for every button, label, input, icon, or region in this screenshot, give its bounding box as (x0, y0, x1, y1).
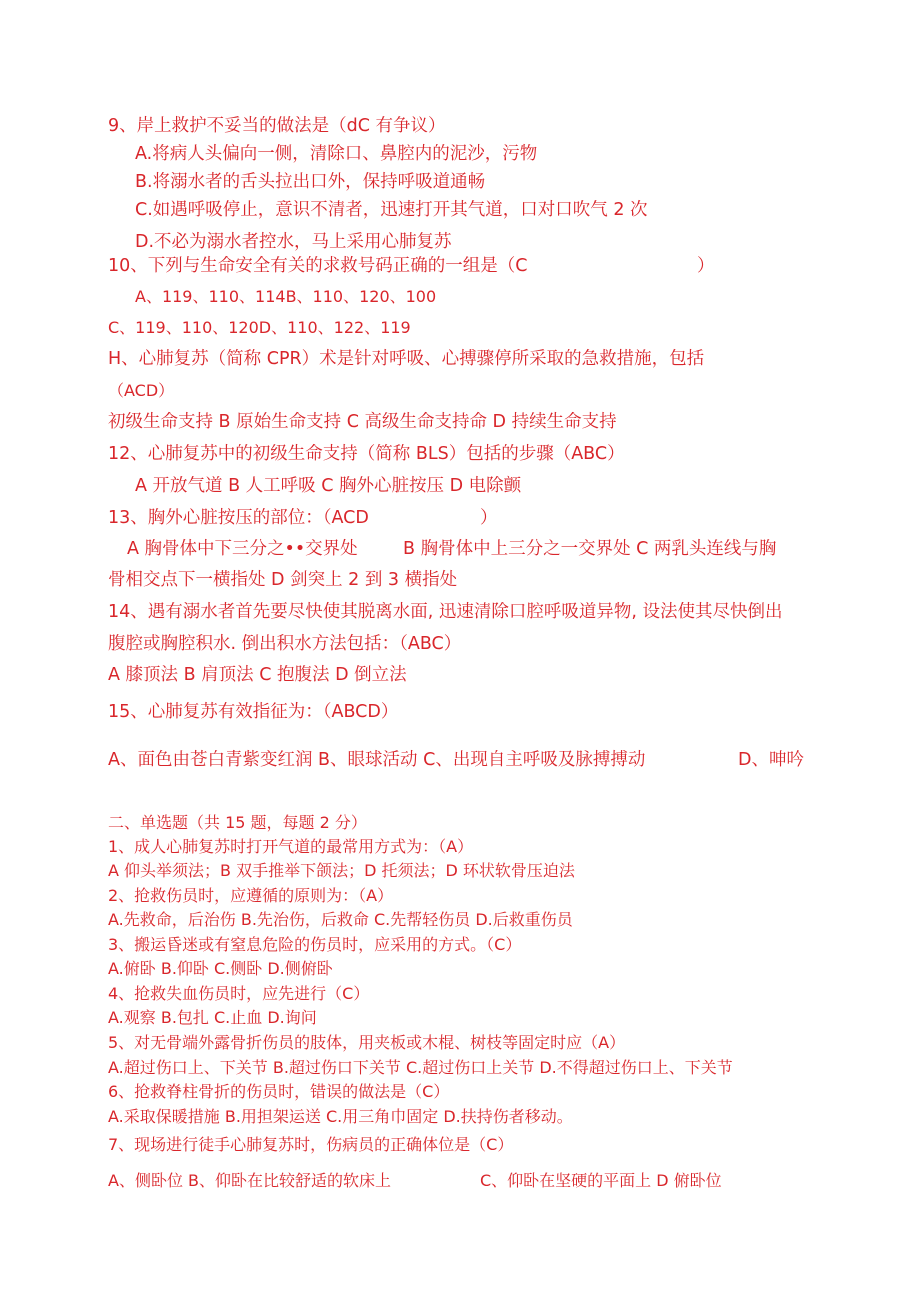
option-line: D、呻吟 (738, 750, 804, 770)
question-10: 10、下列与生命安全有关的求救号码正确的一组是（C (108, 256, 528, 276)
bracket-close: ） (697, 256, 715, 276)
question-11: H、心肺复苏（简称 CPR）术是针对呼吸、心搏骤停所采取的急救措施，包括 (108, 349, 705, 369)
option-line: B 胸骨体中上三分之一交界处 C 两乳头连线与胸 (403, 539, 777, 559)
question-line: 2、抢救伤员时，应遵循的原则为：（A） (108, 886, 394, 905)
bracket-close: ） (480, 508, 498, 528)
question-line: 3、搬运昏迷或有窒息危险的伤员时，应采用的方式。（C） (108, 935, 522, 954)
option-line: C、仰卧在坚硬的平面上 D 俯卧位 (480, 1171, 722, 1190)
option-line: D.不必为溺水者控水，马上采用心肺复苏 (135, 232, 452, 252)
option-line: A.俯卧 B.仰卧 C.侧卧 D.侧俯卧 (108, 959, 333, 978)
option-line: A、侧卧位 B、仰卧在比较舒适的软床上 (108, 1171, 392, 1190)
option-line: C.如遇呼吸停止，意识不清者，迅速打开其气道，口对口吹气 2 次 (135, 200, 648, 220)
option-line: A、119、110、114B、110、120、100 (135, 287, 437, 306)
question-line: 1、成人心肺复苏时打开气道的最常用方式为：（A） (108, 837, 474, 856)
question-line: 6、抢救脊柱骨折的伤员时，错误的做法是（C） (108, 1082, 450, 1101)
section-heading: 二、单选题（共 15 题，每题 2 分） (108, 813, 367, 832)
option-line: A.采取保暖措施 B.用担架运送 C.用三角巾固定 D.扶持伤者移动。 (108, 1107, 573, 1126)
option-line: A 膝顶法 B 肩顶法 C 抱腹法 D 倒立法 (108, 665, 407, 685)
question-13: 13、胸外心脏按压的部位：（ACD (108, 508, 369, 528)
question-line: 5、对无骨端外露骨折伤员的肢体，用夹板或木棍、树枝等固定时应（A） (108, 1033, 626, 1052)
option-line: A.超过伤口上、下关节 B.超过伤口下关节 C.超过伤口上关节 D.不得超过伤口上、下关节 (108, 1058, 733, 1077)
question-14: 14、遇有溺水者首先要尽快使其脱离水面, 迅速清除口腔呼吸道异物, 设法使其尽快倒出 (108, 602, 783, 622)
option-line: A 胸骨体中下三分之••交界处 (127, 539, 358, 559)
option-line: A 开放气道 B 人工呼吸 C 胸外心脏按压 D 电除颤 (135, 476, 522, 496)
option-line: A.观察 B.包扎 C.止血 D.询问 (108, 1008, 317, 1027)
option-line: A、面色由苍白青紫变红润 B、眼球活动 C、出现自主呼吸及脉搏搏动 (108, 750, 646, 770)
question-line: 4、抢救失血伤员时，应先进行（C） (108, 984, 370, 1003)
option-line: B.将溺水者的舌头拉出口外，保持呼吸道通畅 (135, 172, 486, 192)
option-line: A.先救命，后治伤 B.先治伤，后救命 C.先帮轻伤员 D.后救重伤员 (108, 910, 573, 929)
question-14-cont: 腹腔或胸腔积水. 倒出积水方法包括：（ABC） (108, 634, 462, 654)
option-line: C、119、110、120D、110、122、119 (108, 318, 411, 337)
option-line: A 仰头举须法；B 双手推举下颌法；D 托须法；D 环状软骨压迫法 (108, 861, 575, 880)
question-line: 7、现场进行徒手心肺复苏时，伤病员的正确体位是（C） (108, 1135, 514, 1154)
option-line: 初级生命支持 B 原始生命支持 C 高级生命支持命 D 持续生命支持 (108, 412, 617, 432)
question-15: 15、心肺复苏有效指征为：（ABCD） (108, 702, 399, 722)
option-line: 骨相交点下一横指处 D 剑突上 2 到 3 横指处 (108, 570, 458, 590)
option-line: A.将病人头偏向一侧，清除口、鼻腔内的泥沙，污物 (135, 144, 538, 164)
answer-line: （ACD） (108, 381, 175, 400)
question-9: 9、岸上救护不妥当的做法是（dC 有争议） (108, 116, 446, 136)
question-12: 12、心肺复苏中的初级生命支持（简称 BLS）包括的步骤（ABC） (108, 444, 625, 464)
